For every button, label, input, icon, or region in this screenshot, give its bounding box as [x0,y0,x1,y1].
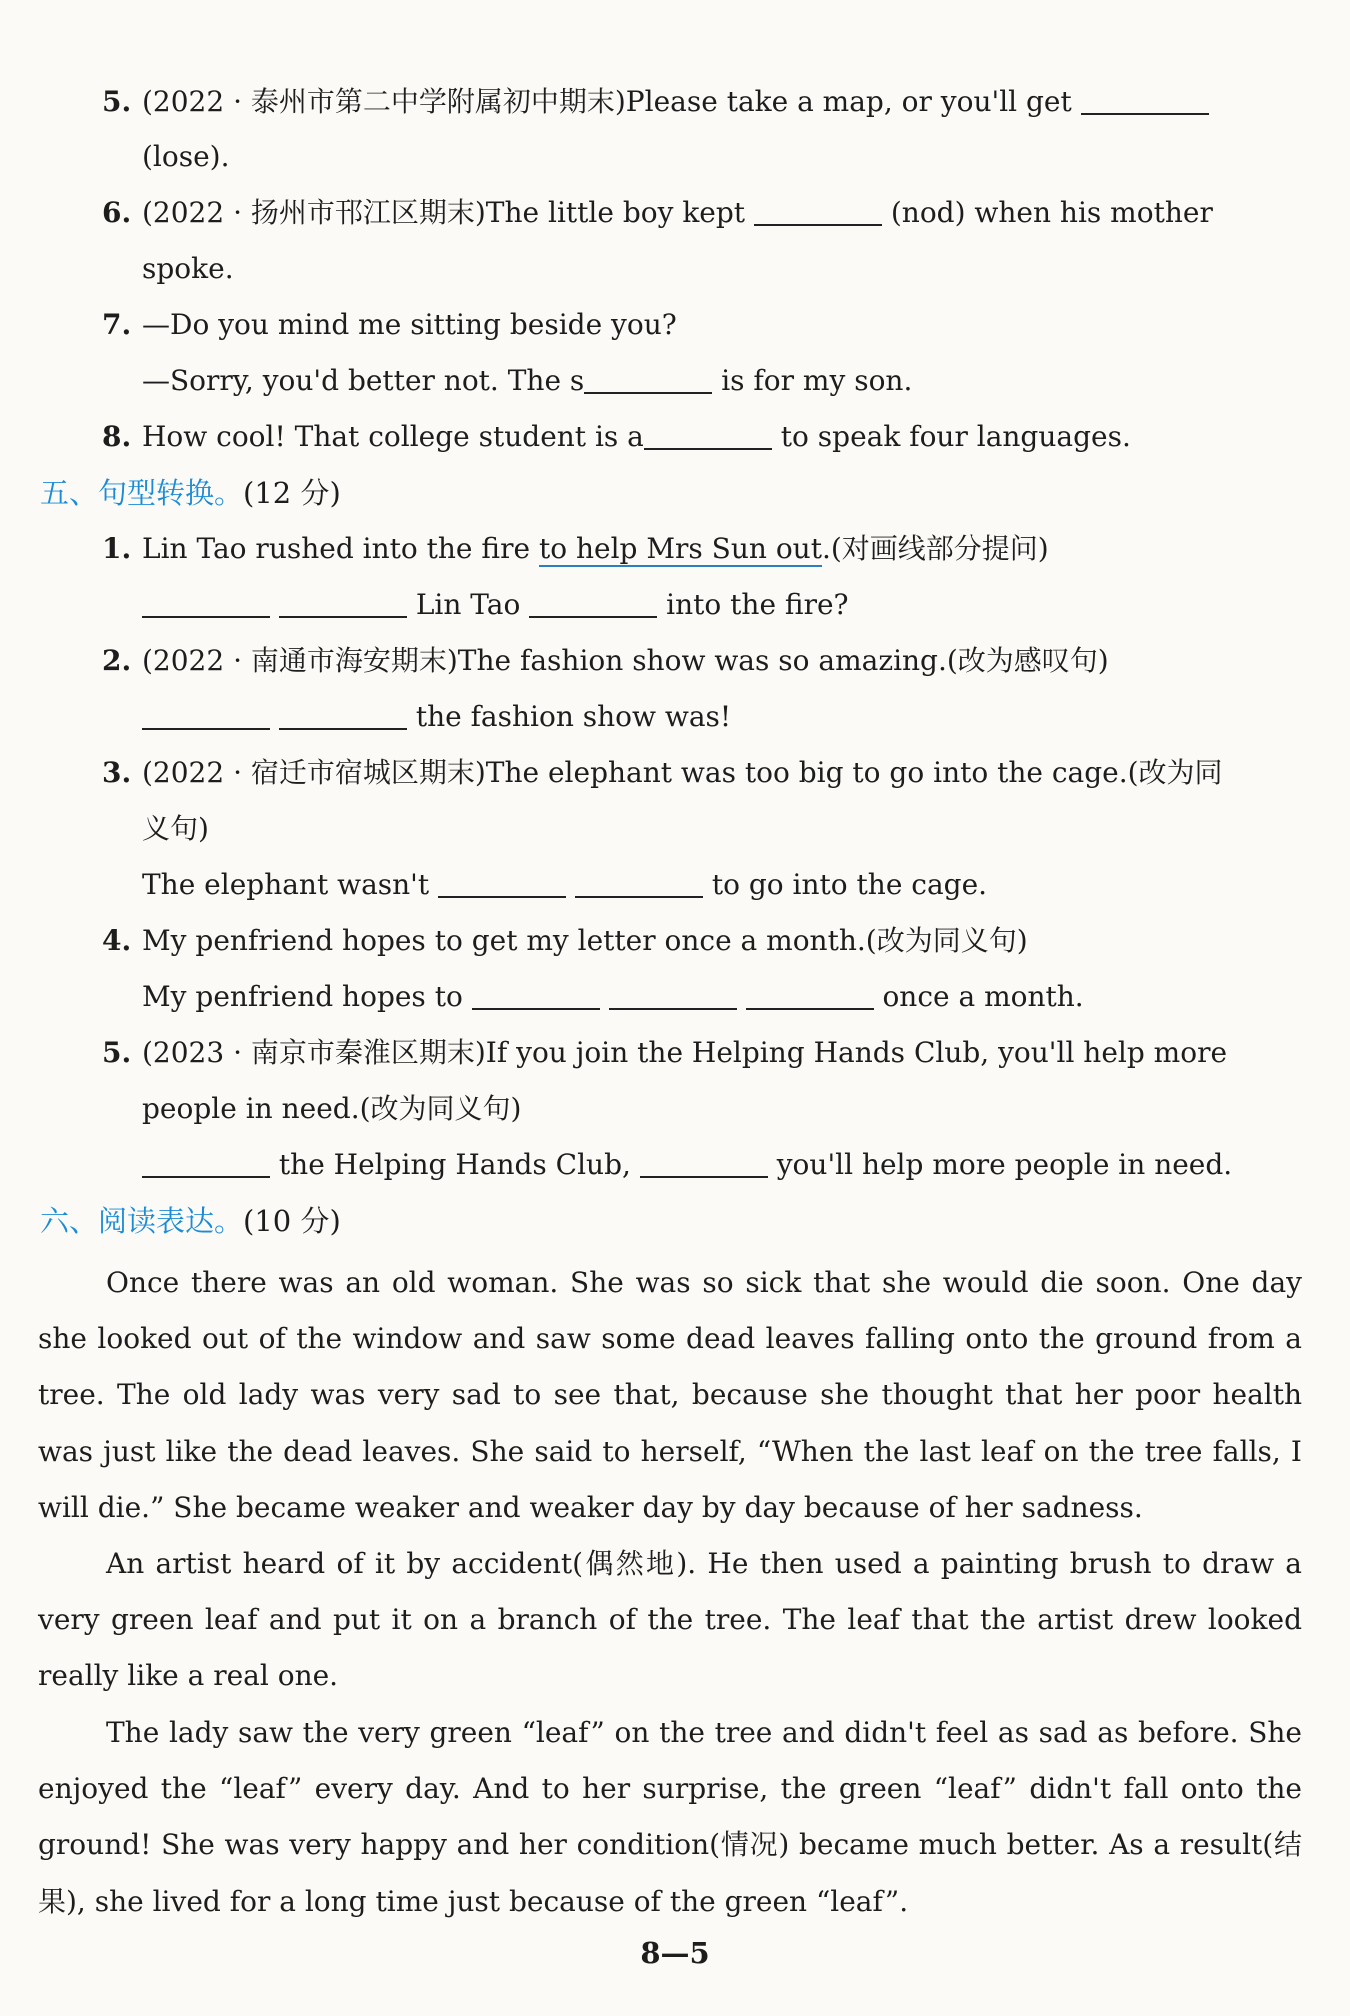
question-4-5 [0,82,1310,122]
question-5-3-continuation: 义句) [142,812,209,845]
underlined-phrase: to help Mrs Sun out [538,532,822,565]
question-number: 1. [102,532,132,565]
answer-line-5-2 [0,697,1310,737]
question-number: 5. [102,85,132,118]
answer-blank[interactable] [584,362,712,394]
question-number: 6. [102,196,132,229]
question-text: Lin Tao rushed into the fire [142,532,531,565]
answer-blank[interactable] [609,978,737,1010]
question-4-6 [0,193,1310,233]
question-4-6-continuation: spoke. [142,252,234,285]
question-number: 3. [102,756,132,789]
answer-text-end: the fashion show was! [415,700,732,733]
section-heading-5 [40,473,341,513]
section-points: (12 分) [243,476,341,510]
question-5-5 [0,1033,1310,1073]
answer-blank[interactable] [279,586,407,618]
answer-blank[interactable] [279,698,407,730]
paragraph-text: The lady saw the very green “leaf” on the tree and didn't feel as sad as before. She enjoyed the “leaf” every day. And to her surprise, the green “leaf” didn't fall onto the ground! She was very happy and her condition(情况) became much better. As a result(结果), she lived for a long time just because of the green “leaf”. [38,1716,1302,1918]
answer-blank[interactable] [529,586,657,618]
answer-line-5-1 [0,585,1310,625]
answer-text: My penfriend hopes to [142,980,463,1013]
page-number: 8—5 [640,1936,710,1970]
answer-blank[interactable] [438,866,566,898]
question-text: (2022 · 扬州市邗江区期末)The little boy kept [142,196,746,229]
question-4-7 [0,305,1310,345]
answer-blank[interactable] [746,978,874,1010]
answer-blank[interactable] [644,418,772,450]
reading-paragraph-2 [38,1536,1302,1705]
answer-blank[interactable] [142,698,270,730]
question-4-5-continuation: (lose). [142,140,230,173]
answer-blank[interactable] [142,1146,270,1178]
section-title: 六、阅读表达。 [40,1204,244,1238]
answer-text: The elephant wasn't [142,868,430,901]
answer-line-5-5 [0,1145,1310,1185]
question-5-1 [0,529,1310,569]
question-5-4 [0,921,1310,961]
answer-text-end: once a month. [882,980,1084,1013]
dialogue-line: —Sorry, you'd better not. The s [142,364,585,397]
question-4-8 [0,417,1310,457]
answer-text-end: you'll help more people in need. [776,1148,1233,1181]
question-text: How cool! That college student is a [142,420,644,453]
answer-line-5-3 [0,865,1310,905]
reading-paragraph-1 [38,1255,1302,1536]
question-text: (2022 · 泰州市第二中学附属初中期末)Please take a map, or you'll get [142,85,1072,118]
question-number: 5. [102,1036,132,1069]
question-5-2 [0,641,1310,681]
answer-blank[interactable] [1081,83,1209,115]
paragraph-text: Once there was an old woman. She was so sick that she would die soon. One day she looked out of the window and saw some dead leaves falling onto the ground from a tree. The old lady was very sad to see that, because she thought that her poor health was just like the dead leaves. She said to herself, “When the last leaf on the tree falls, I will die.” She became weaker and weaker day by day because of her sadness. [38,1266,1302,1524]
answer-blank[interactable] [754,194,882,226]
question-5-5-continuation: people in need.(改为同义句) [142,1092,522,1125]
answer-text: the Helping Hands Club, [278,1148,631,1181]
question-number: 2. [102,644,132,677]
question-instruction: .(对画线部分提问) [821,532,1049,565]
question-text-after-blank: to speak four languages. [780,420,1131,453]
question-number: 7. [102,308,132,341]
answer-text: Lin Tao [415,588,521,621]
question-text-after-blank: (nod) when his mother [890,196,1213,229]
question-text: (2022 · 宿迁市宿城区期末)The elephant was too big to go into the cage.(改为同 [142,756,1223,789]
section-points: (10 分) [243,1204,341,1238]
question-number: 8. [102,420,132,453]
answer-text-end: to go into the cage. [711,868,988,901]
question-text: (2022 · 南通市海安期末)The fashion show was so amazing.(改为感叹句) [142,644,1109,677]
answer-blank[interactable] [142,586,270,618]
question-5-3 [0,753,1310,793]
reading-paragraph-3 [38,1705,1302,1930]
answer-blank[interactable] [640,1146,768,1178]
question-4-7-reply [0,361,1310,401]
question-number: 4. [102,924,132,957]
answer-text-end: into the fire? [666,588,849,621]
answer-line-5-4 [0,977,1310,1017]
section-heading-6 [40,1201,341,1241]
answer-blank[interactable] [472,978,600,1010]
dialogue-line: —Do you mind me sitting beside you? [142,308,677,341]
question-text: (2023 · 南京市秦淮区期末)If you join the Helping Hands Club, you'll help more [142,1036,1228,1069]
section-title: 五、句型转换。 [40,476,244,510]
answer-blank[interactable] [575,866,703,898]
question-text: My penfriend hopes to get my letter once a month.(改为同义句) [142,924,1028,957]
paragraph-text: An artist heard of it by accident(偶然地). He then used a painting brush to draw a very green leaf and put it on a branch of the tree. The leaf that the artist drew looked really like a real one. [38,1547,1302,1693]
dialogue-line-end: is for my son. [721,364,913,397]
